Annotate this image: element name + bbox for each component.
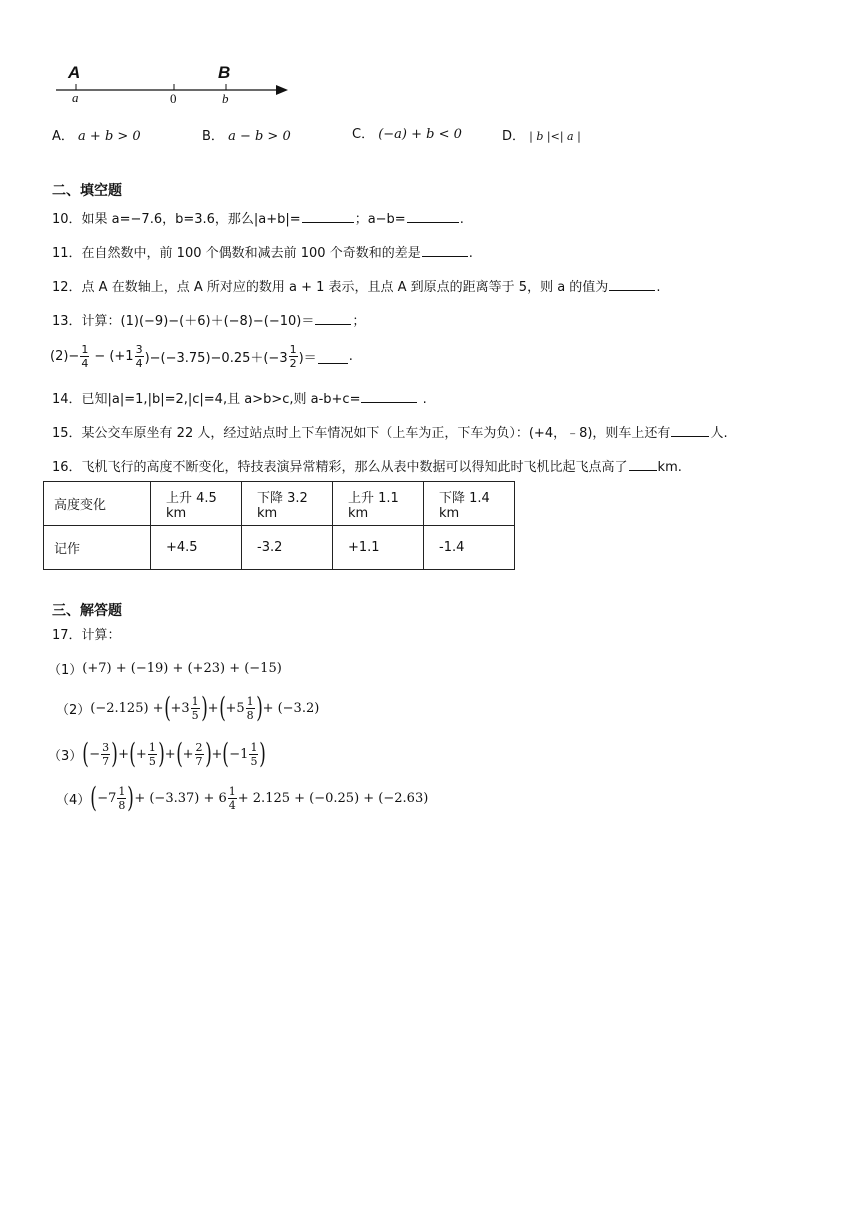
q10-end: . xyxy=(459,212,464,227)
tick-a-label: a xyxy=(72,90,79,105)
fraction-denominator: 8 xyxy=(246,708,254,722)
fraction-numerator: 1 xyxy=(148,740,156,754)
q17-p1-expr: (+7) + (−19) + (+23) + (−15) xyxy=(82,661,282,676)
question-13 xyxy=(52,310,365,331)
option-b-letter: B． xyxy=(202,129,224,144)
fraction-denominator: 4 xyxy=(228,798,236,812)
option-b-expr: a − b > 0 xyxy=(228,129,291,144)
q17-part-3: （3） ( − $\frac{3}{7}$ ) + ( + $\frac{1}{5}$ ) + ( + $\frac{2}{7}$ ) + ( −1 $\frac{1}{5}$ ) xyxy=(48,737,267,770)
q13-part2-start: (2)− xyxy=(50,348,80,364)
fraction xyxy=(80,343,89,370)
table-cell: -1.4 xyxy=(424,526,515,570)
altitude-table xyxy=(43,481,515,570)
q17-part-1 xyxy=(48,658,282,678)
q13-f2-den: 4 xyxy=(135,356,143,370)
q12-text: 12．点 A 在数轴上，点 A 所对应的数用 a + 1 表示，且点 A 到原点的距离等于 5，则 a 的值为 xyxy=(52,280,609,295)
fraction xyxy=(117,785,126,812)
q14-blank[interactable] xyxy=(361,388,417,403)
q15-text: 15．某公交车原坐有 22 人，经过站点时上下车情况如下（上车为正，下车为负）：(+4，﹣8)，则车上还有 xyxy=(52,426,671,441)
q11-text: 11．在自然数中，前 100 个偶数和减去前 100 个奇数和的差是 xyxy=(52,246,421,261)
q13-line1-end: ； xyxy=(352,314,366,329)
table-cell: 下降 3.2 km xyxy=(242,482,333,526)
q17-p4-b: + (−3.37) + 6 xyxy=(134,790,227,806)
fraction xyxy=(195,741,204,768)
q17-p2-d: + (−3.2) xyxy=(262,700,320,716)
option-a-expr: a + b > 0 xyxy=(78,129,141,144)
question-14 xyxy=(52,388,427,409)
fraction-numerator: 3 xyxy=(102,740,110,754)
q13-f1-den: 4 xyxy=(81,356,89,370)
q12-blank[interactable] xyxy=(609,276,655,291)
fraction-numerator: 1 xyxy=(246,694,254,708)
question-10 xyxy=(52,208,464,229)
fraction-denominator: 5 xyxy=(250,754,258,768)
q17-part-4: （4） ( −7 $\frac{1}{8}$ ) + (−3.37) + 6 $\frac{1}{4}$ + 2.125 + (−0.25) + (−2.63) xyxy=(56,781,429,814)
table-cell: 上升 4.5 km xyxy=(151,482,242,526)
tick-zero-label: 0 xyxy=(170,91,177,106)
fraction-denominator: 5 xyxy=(148,754,156,768)
fraction-denominator: 8 xyxy=(118,798,126,812)
fraction-denominator: 5 xyxy=(191,708,199,722)
q16-end: km. xyxy=(657,460,682,475)
fraction xyxy=(246,695,255,722)
fraction-numerator: 1 xyxy=(228,784,236,798)
section-3-title: 三、解答题 xyxy=(52,603,122,619)
table-cell: -3.2 xyxy=(242,526,333,570)
q17-p3-c: + xyxy=(182,746,194,762)
q17-title: 17．计算： xyxy=(52,628,121,643)
option-c-expr: (−a) + b < 0 xyxy=(378,127,462,142)
q13-part2-mid1: − (+1 xyxy=(94,348,134,364)
q10-mid: ；a−b= xyxy=(354,212,406,227)
q17-p1-label: （1） xyxy=(48,663,83,678)
fraction xyxy=(101,741,110,768)
fraction-numerator: 1 xyxy=(191,694,199,708)
tick-b-label: b xyxy=(222,91,229,106)
q16-blank[interactable] xyxy=(629,456,657,471)
q14-text: 14．已知|a|=1,|b|=2,|c|=4,且 a>b>c,则 a-b+c= xyxy=(52,392,361,407)
q12-end: . xyxy=(656,280,661,295)
q16-text: 16．飞机飞行的高度不断变化，特技表演异常精彩，那么从表中数据可以得知此时飞机比起飞点高了 xyxy=(52,460,628,475)
question-12 xyxy=(52,276,660,297)
q17-p3-d: −1 xyxy=(229,746,249,762)
option-b xyxy=(202,128,291,146)
q15-end: 人. xyxy=(710,426,728,441)
fraction xyxy=(249,741,258,768)
option-a-letter: A． xyxy=(52,129,74,144)
q13-part2-end: . xyxy=(348,348,353,364)
q13-part2-mid3: )＝ xyxy=(298,350,317,366)
q17-p2-label: （2） xyxy=(56,702,91,718)
q13-f2-num: 3 xyxy=(135,342,143,356)
section-2-title: 二、填空题 xyxy=(52,183,122,199)
option-c-letter: C． xyxy=(352,127,375,142)
q17-p4-a: −7 xyxy=(97,790,117,806)
fraction xyxy=(289,343,298,370)
option-a xyxy=(52,128,141,146)
q10-blank-2[interactable] xyxy=(407,208,459,223)
table-cell: 高度变化 xyxy=(44,482,151,526)
number-line-figure xyxy=(52,62,292,106)
q13-part2-mid2: )−(−3.75)−0.25＋(−3 xyxy=(144,350,288,366)
fraction xyxy=(135,343,144,370)
q17-p3-label: （3） xyxy=(48,748,83,764)
table-cell: 上升 1.1 km xyxy=(333,482,424,526)
q17-p3-a: − xyxy=(89,746,101,762)
table-row xyxy=(44,526,515,570)
question-11 xyxy=(52,242,473,263)
q14-end: . xyxy=(418,392,427,407)
option-d-letter: D． xyxy=(502,129,526,144)
question-13-part-2 xyxy=(50,336,353,376)
fraction-denominator: 7 xyxy=(195,754,203,768)
q13-blank-1[interactable] xyxy=(315,310,351,325)
table-cell: +4.5 xyxy=(151,526,242,570)
fraction-numerator: 1 xyxy=(250,740,258,754)
fraction-numerator: 2 xyxy=(195,740,203,754)
q17-p2-a: (−2.125) + xyxy=(90,700,164,716)
q13-line1: 13．计算：(1)(−9)−(＋6)＋(−8)−(−10)＝ xyxy=(52,314,315,329)
q17-p3-b: + xyxy=(135,746,147,762)
option-d xyxy=(502,128,581,146)
question-16 xyxy=(52,456,682,477)
table-cell: 下降 1.4 km xyxy=(424,482,515,526)
q15-blank[interactable] xyxy=(671,422,709,437)
q13-f3-num: 1 xyxy=(289,342,297,356)
fraction-numerator: 1 xyxy=(118,784,126,798)
fraction xyxy=(148,741,157,768)
option-c xyxy=(352,126,462,144)
table-cell: 记作 xyxy=(44,526,151,570)
table-row xyxy=(44,482,515,526)
q17-p4-c: + 2.125 + (−0.25) + (−2.63) xyxy=(237,790,429,806)
q10-blank-1[interactable] xyxy=(302,208,354,223)
q11-end: . xyxy=(468,246,473,261)
fraction xyxy=(228,785,237,812)
q17-p2-b: +3 xyxy=(170,700,190,716)
q17-p2-c: +5 xyxy=(225,700,245,716)
q13-blank-2[interactable] xyxy=(318,349,348,364)
option-d-expr: | b |<| a | xyxy=(529,130,581,143)
q10-text: 10．如果 a=−7.6，b=3.6，那么|a+b|= xyxy=(52,212,301,227)
q17-part-2: （2） (−2.125) + ( +3 $\frac{1}{5}$ ) + ( +5 $\frac{1}{8}$ ) + (−3.2) xyxy=(56,691,320,724)
table-cell: +1.1 xyxy=(333,526,424,570)
question-15 xyxy=(52,422,728,443)
q11-blank[interactable] xyxy=(422,242,468,257)
q13-f1-num: 1 xyxy=(81,342,89,356)
point-a-label: A xyxy=(68,63,81,82)
fraction xyxy=(191,695,200,722)
q13-f3-den: 2 xyxy=(289,356,297,370)
q17-p4-label: （4） xyxy=(56,792,91,808)
point-b-label: B xyxy=(218,63,231,82)
fraction-denominator: 7 xyxy=(102,754,110,768)
